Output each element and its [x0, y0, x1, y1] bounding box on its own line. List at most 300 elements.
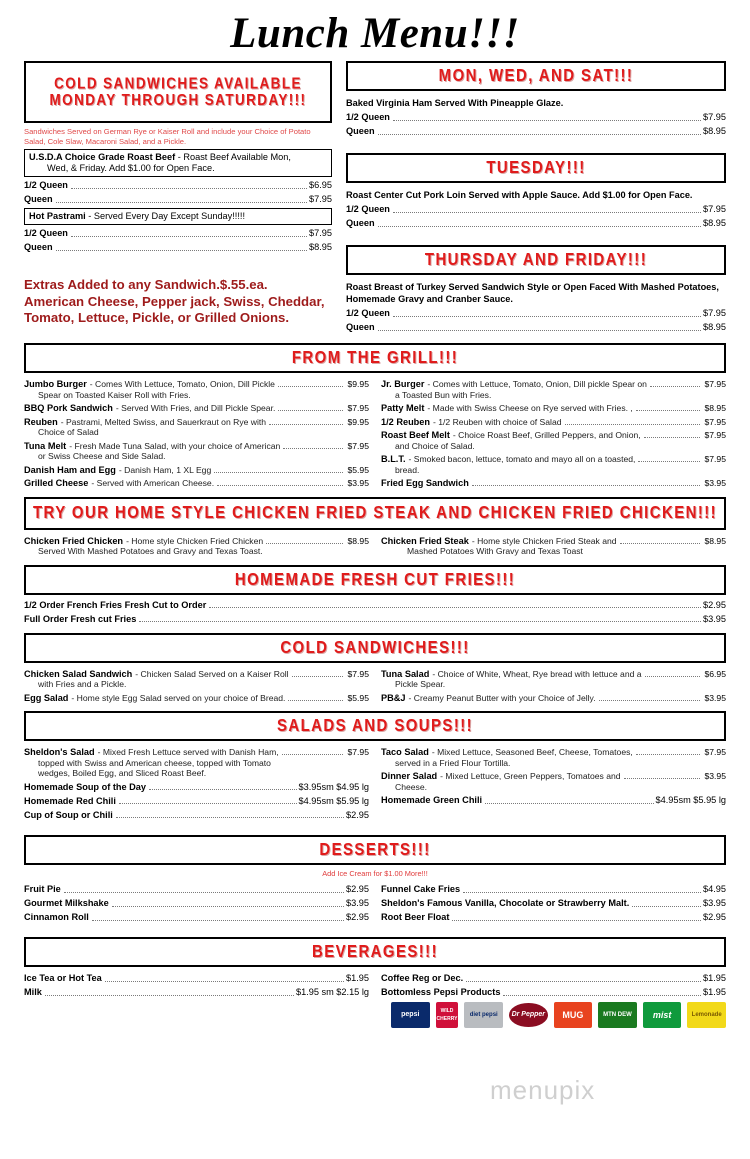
dot-leader	[278, 404, 343, 411]
dot-leader	[393, 113, 701, 121]
banner-label: HOMEMADE FRESH CUT FRIES!!!	[234, 568, 516, 590]
banner-thursday-friday	[346, 245, 726, 275]
top-columns	[24, 61, 726, 333]
menu-item	[381, 478, 726, 489]
page-title: Lunch Menu!!!	[230, 10, 520, 57]
item-desc-cont: with Fries and a Pickle.	[38, 679, 127, 689]
dot-leader	[64, 885, 344, 893]
item-price: $7.95	[347, 747, 369, 757]
banner-salads-soups	[24, 711, 726, 741]
dot-leader	[632, 899, 701, 907]
roast-beef-desc: - Roast Beef Available Mon,	[177, 152, 291, 162]
item-name: Queen	[24, 242, 53, 252]
dot-leader	[485, 796, 653, 804]
dot-leader	[393, 309, 701, 317]
menu-item	[381, 771, 726, 792]
item-desc-cont: bread.	[395, 464, 420, 475]
pastrami-desc: - Served Every Day Except Sunday!!!!!	[88, 211, 246, 221]
menu-item	[381, 747, 726, 768]
dot-leader	[71, 181, 307, 189]
price-row	[381, 794, 726, 806]
item-desc: - Mixed Fresh Lettuce served with Danish Ham,	[97, 747, 279, 757]
price-row	[24, 613, 726, 625]
thursday-friday-desc: Roast Breast of Turkey Served Sandwich Style or Open Faced With Mashed Potatoes, Homemade Gravy and Cranber Sauce.	[346, 282, 719, 304]
item-desc-cont: and Choice of Salad.	[395, 440, 475, 451]
item-price: $3.95	[703, 613, 726, 624]
item-price: $8.95	[703, 322, 726, 332]
pepsi-logo-icon	[391, 1002, 430, 1028]
extras-line-3: Tomato, Lettuce, Pickle, or Grilled Onions.	[24, 310, 290, 325]
section-salads-soups	[24, 711, 726, 821]
logo-label: pepsi	[401, 1011, 420, 1018]
menu-item	[381, 403, 726, 414]
section-desserts	[24, 835, 726, 924]
dot-leader	[112, 899, 344, 907]
grill-columns	[24, 376, 726, 489]
hot-pastrami-box	[24, 208, 332, 225]
item-desc: - Choice of White, Wheat, Rye bread with lettuce and a	[432, 668, 642, 679]
price-row	[24, 911, 369, 923]
pastrami-title: Hot Pastrami	[29, 211, 86, 221]
diet-pepsi-logo-icon	[464, 1002, 503, 1028]
dot-leader	[378, 219, 701, 227]
item-name: Fruit Pie	[24, 884, 61, 894]
dot-leader	[463, 885, 701, 893]
item-name: Ice Tea or Hot Tea	[24, 973, 102, 983]
left-column-top	[24, 61, 332, 333]
price-row	[346, 321, 726, 333]
menu-item	[24, 403, 369, 414]
logo-label: MUG	[562, 1010, 584, 1020]
dot-leader	[638, 455, 700, 462]
grill-left	[24, 376, 369, 489]
dot-leader	[269, 418, 343, 425]
menu-item	[24, 536, 369, 557]
menu-item	[381, 454, 726, 475]
menu-item	[381, 430, 726, 451]
roast-beef-title: U.S.D.A Choice Grade Roast Beef	[29, 152, 176, 162]
dot-leader	[45, 988, 294, 996]
item-price: $2.95	[346, 809, 369, 820]
price-row	[346, 203, 726, 215]
item-name: Danish Ham and Egg	[24, 464, 116, 475]
item-price: $2.95	[703, 912, 726, 922]
item-name: Funnel Cake Fries	[381, 884, 461, 894]
menu-item	[24, 747, 369, 779]
section-fries	[24, 565, 726, 625]
item-price: $8.95	[703, 218, 726, 228]
dot-leader	[266, 537, 343, 544]
item-price: $6.95	[309, 180, 332, 190]
item-desc: - Comes With Lettuce, Tomato, Onion, Dill Pickle	[89, 379, 275, 389]
price-row	[24, 795, 369, 807]
logo-label: mist	[652, 1010, 672, 1020]
extras-line-2: American Cheese, Pepper jack, Swiss, Cheddar,	[24, 293, 325, 309]
item-price: $3.95sm $4.95 lg	[298, 781, 369, 792]
item-price: $7.95	[704, 430, 726, 440]
banner-cold-sandwiches	[24, 633, 726, 663]
wild-cherry-pepsi-logo-icon	[436, 1002, 459, 1028]
cold-right	[381, 666, 726, 704]
item-price: $4.95sm $5.95 lg	[655, 795, 726, 805]
section-from-the-grill	[24, 343, 726, 489]
dot-leader	[283, 442, 343, 449]
cold-sandwich-note: Sandwiches Served on German Rye or Kaiser Roll and include your Choice of Potato Salad, Cole Slaw, Macaroni Salad, and a Pickle.	[24, 127, 311, 146]
item-name: 1/2 Queen	[24, 228, 68, 238]
item-price: $2.95	[346, 884, 369, 894]
item-price: $7.95	[347, 668, 369, 679]
dot-leader	[393, 205, 701, 213]
banner-mon-wed-sat	[346, 61, 726, 91]
item-name: Root Beer Float	[381, 912, 450, 922]
banner-label: TRY OUR HOME STYLE CHICKEN FRIED STEAK AND CHICKEN FRIED CHICKEN!!!	[32, 501, 718, 523]
banner-label: TUESDAY!!!	[486, 157, 586, 178]
logo-label: WILD CHERRY	[436, 1008, 458, 1022]
menu-item	[24, 441, 369, 462]
item-price: $8.95	[309, 242, 332, 252]
dot-leader	[645, 670, 701, 677]
mountain-dew-logo-icon	[598, 1002, 637, 1028]
dot-leader	[636, 404, 701, 411]
item-price: $5.95	[347, 692, 369, 703]
grill-right	[381, 376, 726, 489]
salads-columns	[24, 744, 726, 821]
item-name: Patty Melt	[381, 403, 425, 413]
menu-item	[24, 669, 369, 690]
dot-leader	[565, 418, 701, 425]
dot-leader	[71, 229, 307, 237]
dot-leader	[209, 600, 701, 608]
dot-leader	[278, 380, 344, 387]
banner-label: THURSDAY AND FRIDAY!!!	[424, 249, 648, 270]
desserts-left	[24, 881, 369, 923]
dot-leader	[92, 913, 344, 921]
price-row	[381, 986, 726, 998]
mug-root-beer-logo-icon	[554, 1002, 593, 1028]
item-name: Jumbo Burger	[24, 379, 87, 389]
item-price: $7.95	[309, 228, 332, 238]
item-desc: - 1/2 Reuben with choice of Salad	[433, 416, 562, 427]
dot-leader	[288, 694, 343, 701]
item-price: $7.95	[703, 204, 726, 214]
item-desc-cont: Choice of Salad	[38, 427, 99, 437]
watermark: menupix	[490, 1075, 596, 1105]
price-row	[24, 227, 332, 239]
desserts-note: Add Ice Cream for $1.00 More!!!	[322, 868, 428, 878]
item-name: Chicken Fried Steak	[381, 535, 469, 546]
banner-label: DESSERTS!!!	[319, 838, 431, 860]
price-row	[24, 599, 726, 611]
beverages-left	[24, 970, 369, 1028]
dot-leader	[139, 614, 701, 622]
banner-label: MON, WED, AND SAT!!!	[438, 65, 634, 86]
banner-tuesday	[346, 153, 726, 183]
item-price: $7.95	[704, 416, 726, 427]
price-row	[24, 986, 369, 998]
item-desc: - Fresh Made Tuna Salad, with your choice of American	[69, 440, 281, 451]
item-price: $2.95	[346, 912, 369, 922]
dot-leader	[214, 466, 343, 473]
price-row	[24, 972, 369, 984]
price-row	[24, 179, 332, 191]
price-row	[24, 809, 369, 821]
roast-beef-desc2: Wed, & Friday. Add $1.00 for Open Face.	[47, 163, 215, 173]
logo-label: diet pepsi	[469, 1012, 498, 1018]
banner-beverages	[24, 937, 726, 967]
menu-item	[24, 693, 369, 704]
item-desc-cont: served in a Fried Flour Tortilla.	[395, 757, 511, 768]
item-price: $7.95	[704, 379, 726, 389]
item-name: 1/2 Order French Fries Fresh Cut to Order	[24, 599, 207, 610]
item-desc: - Mixed Lettuce, Seasoned Beef, Cheese, Tomatoes,	[431, 747, 633, 757]
logo-label: MTN DEW	[603, 1012, 632, 1018]
menu-item	[381, 669, 726, 690]
item-price: $4.95	[703, 884, 726, 894]
item-name: 1/2 Queen	[346, 112, 390, 122]
menu-item	[24, 465, 369, 476]
price-row	[346, 111, 726, 123]
beverage-brand-logos	[381, 1002, 726, 1028]
price-row	[346, 125, 726, 137]
price-row	[24, 883, 369, 895]
sierra-mist-logo-icon	[643, 1002, 682, 1028]
price-row	[381, 972, 726, 984]
item-name: 1/2 Queen	[346, 204, 390, 214]
item-desc-cont2: wedges, Boiled Egg, and Sliced Roast Beef.	[38, 768, 207, 778]
item-price: $3.95	[346, 898, 369, 908]
chicken-fried-right	[381, 533, 726, 557]
menu-item	[24, 478, 369, 489]
item-price: $8.95	[347, 535, 369, 546]
banner-from-the-grill	[24, 343, 726, 373]
extras-block	[24, 277, 332, 327]
salads-left	[24, 744, 369, 821]
item-name: Gourmet Milkshake	[24, 898, 109, 908]
tuesday-desc: Roast Center Cut Pork Loin Served with Apple Sauce. Add $1.00 for Open Face.	[346, 190, 693, 200]
banner-label: BEVERAGES!!!	[312, 941, 438, 962]
desserts-columns	[24, 881, 726, 923]
menu-item	[381, 379, 726, 400]
price-row	[24, 241, 332, 253]
item-name: Homemade Red Chili	[24, 795, 116, 806]
item-price: $3.95	[704, 692, 726, 703]
dot-leader	[56, 195, 307, 203]
item-name: Taco Salad	[381, 747, 429, 757]
cold-left	[24, 666, 369, 704]
dot-leader	[620, 537, 701, 544]
item-desc: - Pastrami, Melted Swiss, and Sauerkraut on Rye with	[60, 416, 267, 427]
item-name: Milk	[24, 987, 42, 997]
item-name: Egg Salad	[24, 692, 69, 703]
dr-pepper-logo-icon	[509, 1002, 548, 1028]
item-desc: - Served With Fries, and Dill Pickle Spear.	[115, 403, 276, 413]
menu-item	[24, 417, 369, 438]
extras-line-1: Extras Added to any Sandwich.$.55.ea.	[24, 277, 268, 292]
item-name: Tuna Salad	[381, 668, 430, 679]
banner-desserts	[24, 835, 726, 865]
beverages-right	[381, 970, 726, 1028]
item-desc: - Danish Ham, 1 XL Egg	[118, 464, 212, 475]
item-desc: - Home style Chicken Fried Chicken	[126, 535, 264, 546]
chicken-fried-columns	[24, 533, 726, 557]
item-price: $7.95	[704, 454, 726, 464]
item-name: Sheldon's Salad	[24, 747, 95, 757]
item-name: Dinner Salad	[381, 771, 438, 781]
item-desc: - Made with Swiss Cheese on Rye served with Fries. ,	[427, 403, 633, 413]
banner-cold-sandwiches-mon-sat	[24, 61, 332, 123]
item-price: $2.95	[703, 599, 726, 610]
item-name: Roast Beef Melt	[381, 430, 450, 440]
item-name: PB&J	[381, 692, 406, 703]
item-desc: - Creamy Peanut Butter with your Choice of Jelly.	[408, 692, 596, 703]
banner-label: FROM THE GRILL!!!	[291, 347, 459, 368]
item-desc: - Served with American Cheese.	[91, 478, 215, 488]
dot-leader	[503, 988, 701, 996]
price-row	[381, 897, 726, 909]
dot-leader	[149, 782, 296, 790]
item-desc: - Home style Egg Salad served on your choice of Bread.	[71, 692, 286, 703]
item-price: $3.95	[704, 478, 726, 488]
section-beverages	[24, 937, 726, 1028]
item-price: $7.95	[703, 112, 726, 122]
item-name: Reuben	[24, 416, 58, 427]
item-price: $8.95	[704, 535, 726, 546]
dot-leader	[472, 479, 701, 486]
item-price: $9.95	[347, 416, 369, 427]
item-name: Tuna Melt	[24, 440, 67, 451]
item-name: Chicken Salad Sandwich	[24, 668, 133, 679]
logo-label: Dr Pepper	[509, 1003, 548, 1027]
menu-item	[381, 536, 726, 557]
item-name: 1/2 Reuben	[381, 416, 431, 427]
item-price: $5.95	[347, 464, 369, 475]
banner-chicken-fried	[24, 497, 726, 530]
item-price: $1.95	[703, 973, 726, 983]
item-price: $7.95	[347, 403, 369, 413]
banner-label: COLD SANDWICHES!!!	[280, 636, 470, 658]
item-price: $8.95	[703, 126, 726, 136]
price-row	[346, 217, 726, 229]
item-price: $1.95	[703, 987, 726, 997]
dot-leader	[119, 796, 297, 804]
item-desc-cont: Spear on Toasted Kaiser Roll with Fries.	[38, 389, 191, 400]
item-price: $7.95	[704, 747, 726, 757]
price-row	[381, 883, 726, 895]
item-name: Bottomless Pepsi Products	[381, 987, 501, 997]
item-price: $1.95	[346, 973, 369, 983]
item-desc: - Home style Chicken Fried Steak and	[471, 535, 617, 546]
dot-leader	[116, 810, 344, 818]
item-name: Cup of Soup or Chili	[24, 809, 113, 820]
item-name: Full Order Fresh cut Fries	[24, 613, 137, 624]
dot-leader	[466, 974, 701, 982]
item-price: $3.95	[704, 771, 726, 781]
item-desc-cont: a Toasted Bun with Fries.	[395, 389, 492, 400]
item-name: 1/2 Queen	[24, 180, 68, 190]
item-name: BBQ Pork Sandwich	[24, 403, 113, 413]
item-desc-cont: topped with Swiss and American cheese, topped with Tomato	[38, 757, 271, 768]
item-name: Queen	[346, 218, 375, 228]
salads-right	[381, 744, 726, 821]
item-price: $8.95	[704, 403, 726, 413]
item-desc-cont: Mashed Potatoes With Gravy and Texas Toast	[407, 546, 583, 556]
dot-leader	[452, 913, 701, 921]
logo-label: Lemonade	[691, 1012, 722, 1018]
item-name: 1/2 Queen	[346, 308, 390, 318]
dot-leader	[292, 670, 344, 677]
dot-leader	[56, 243, 307, 251]
item-desc: - Choice Roast Beef, Grilled Peppers, and Onion,	[452, 430, 641, 440]
item-name: Chicken Fried Chicken	[24, 535, 124, 546]
item-name: Cinnamon Roll	[24, 912, 89, 922]
item-price: $7.95	[309, 194, 332, 204]
dot-leader	[378, 127, 701, 135]
desserts-right	[381, 881, 726, 923]
dot-leader	[624, 772, 701, 779]
menu-item	[381, 417, 726, 428]
item-price: $4.95sm $5.95 lg	[298, 795, 369, 806]
item-name: Queen	[24, 194, 53, 204]
right-column-top	[346, 61, 726, 333]
menu-item	[24, 379, 369, 400]
item-name: B.L.T.	[381, 454, 406, 464]
item-desc-cont: Pickle Spear.	[395, 679, 446, 689]
item-desc: - Comes with Lettuce, Tomato, Onion, Dill pickle Spear on	[427, 379, 647, 389]
item-price: $1.95 sm $2.15 lg	[295, 987, 369, 997]
section-cold-sandwiches	[24, 633, 726, 704]
dot-leader	[636, 748, 701, 755]
item-name: Queen	[346, 126, 375, 136]
price-row	[24, 781, 369, 793]
item-desc-cont: or Swiss Cheese and Side Salad.	[38, 451, 166, 461]
dot-leader	[105, 974, 344, 982]
beverages-columns	[24, 970, 726, 1028]
dot-leader	[282, 748, 344, 755]
banner-fries	[24, 565, 726, 595]
item-name: Homemade Green Chili	[381, 795, 483, 805]
item-desc: - Mixed Lettuce, Green Peppers, Tomatoes and	[440, 771, 621, 781]
dot-leader	[599, 694, 701, 701]
item-name: Grilled Cheese	[24, 478, 89, 488]
price-row	[24, 897, 369, 909]
mon-wed-sat-desc: Baked Virginia Ham Served With Pineapple Glaze.	[346, 98, 564, 108]
item-name: Coffee Reg or Dec.	[381, 973, 464, 983]
dot-leader	[650, 380, 701, 387]
price-row	[381, 911, 726, 923]
section-chicken-fried	[24, 497, 726, 557]
menu-item	[381, 693, 726, 704]
dot-leader	[217, 479, 343, 486]
item-name: Fried Egg Sandwich	[381, 478, 469, 488]
price-row	[24, 193, 332, 205]
banner-label: COLD SANDWICHES AVAILABLE MONDAY THROUGH SATURDAY!!!	[49, 73, 307, 109]
item-desc: - Smoked bacon, lettuce, tomato and mayo all on a toasted,	[408, 454, 636, 464]
item-price: $6.95	[704, 668, 726, 679]
chicken-fried-left	[24, 533, 369, 557]
item-desc-cont: Served With Mashed Potatoes and Gravy and Texas Toast.	[38, 546, 263, 556]
dot-leader	[378, 323, 701, 331]
item-name: Queen	[346, 322, 375, 332]
item-name: Sheldon's Famous Vanilla, Chocolate or Strawberry Malt.	[381, 898, 630, 908]
lemonade-logo-icon	[687, 1002, 726, 1028]
banner-label: SALADS AND SOUPS!!!	[276, 715, 474, 736]
item-price: $7.95	[347, 440, 369, 451]
item-price: $7.95	[703, 308, 726, 318]
roast-beef-box	[24, 149, 332, 177]
price-row	[346, 307, 726, 319]
item-price: $3.95	[347, 478, 369, 488]
item-desc: - Chicken Salad Served on a Kaiser Roll	[135, 668, 289, 679]
